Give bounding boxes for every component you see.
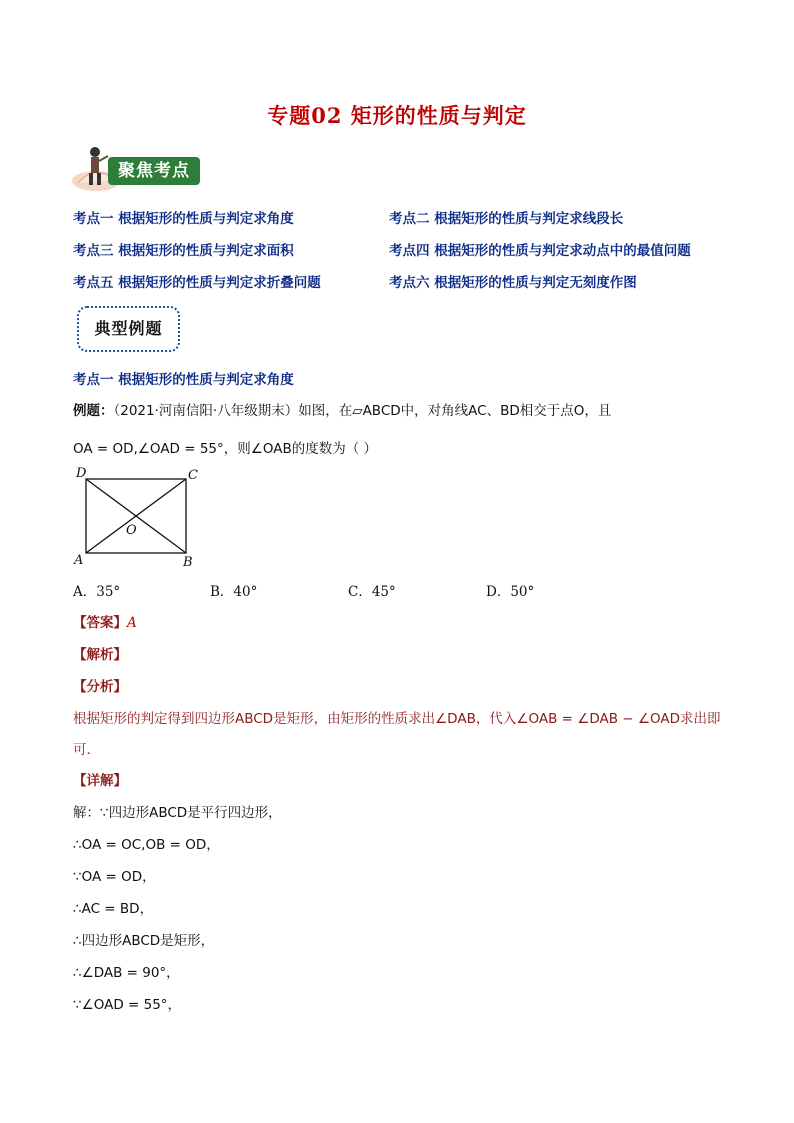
solution-step: ∵OA = OD， [73, 869, 156, 885]
vertex-label-a: A [74, 553, 84, 568]
solution-step: ∴AC = BD， [73, 901, 154, 917]
answer-line [73, 611, 137, 631]
solution-step: ∵∠OAD = 55°， [73, 997, 182, 1013]
vertex-label-d: D [76, 466, 87, 481]
solution-step: ∴OA = OC,OB = OD， [73, 837, 220, 853]
fenxi-label: 【分析】 [73, 679, 127, 695]
key-point-3: 考点三 根据矩形的性质与判定求面积 [73, 243, 294, 259]
key-point-4: 考点四 根据矩形的性质与判定求动点中的最值问题 [389, 243, 691, 259]
example-line-1 [73, 399, 611, 419]
option-c: C．45° [348, 584, 396, 600]
page-title: 专题02 矩形的性质与判定 [267, 103, 527, 128]
typical-example-box [77, 306, 180, 352]
key-point-5: 考点五 根据矩形的性质与判定求折叠问题 [73, 275, 321, 291]
option-b: B．40° [210, 584, 258, 600]
option-a: A．35° [73, 584, 121, 600]
example-label: 例题： [73, 403, 114, 419]
analysis-label: 【解析】 [73, 647, 127, 663]
solution-step: 解：∵四边形ABCD是平行四边形， [73, 805, 282, 821]
example-line-2: OA = OD,∠OAD = 55°，则∠OAB的度数为（ ） [73, 441, 378, 457]
detail-label: 【详解】 [73, 773, 127, 789]
key-point-1: 考点一 根据矩形的性质与判定求角度 [73, 211, 294, 227]
typical-example-label: 典型例题 [94, 319, 163, 338]
example-text-1: （2021·河南信阳·八年级期末）如图，在▱ABCD中，对角线AC、BD相交于点O，且 [113, 403, 612, 419]
focus-banner-label: 聚焦考点 [118, 161, 190, 181]
rectangle-figure [72, 462, 204, 572]
focus-banner [68, 143, 203, 195]
answer-label: 【答案】 [73, 615, 127, 631]
section-point-heading: 考点一 根据矩形的性质与判定求角度 [73, 372, 294, 388]
answer-value: A [127, 615, 137, 631]
fenxi-text-2: 可． [73, 742, 100, 758]
solution-step: ∴四边形ABCD是矩形， [73, 933, 215, 949]
vertex-label-c: C [188, 468, 198, 483]
fenxi-text-1: 根据矩形的判定得到四边形ABCD是矩形，由矩形的性质求出∠DAB，代入∠OAB = ∠DAB − ∠OAD求出即 [73, 711, 721, 727]
key-point-6: 考点六 根据矩形的性质与判定无刻度作图 [389, 275, 637, 291]
vertex-label-b: B [183, 555, 193, 570]
center-label-o: O [126, 523, 137, 538]
key-point-2: 考点二 根据矩形的性质与判定求线段长 [389, 211, 624, 227]
option-d: D．50° [486, 584, 535, 600]
solution-step: ∴∠DAB = 90°， [73, 965, 180, 981]
